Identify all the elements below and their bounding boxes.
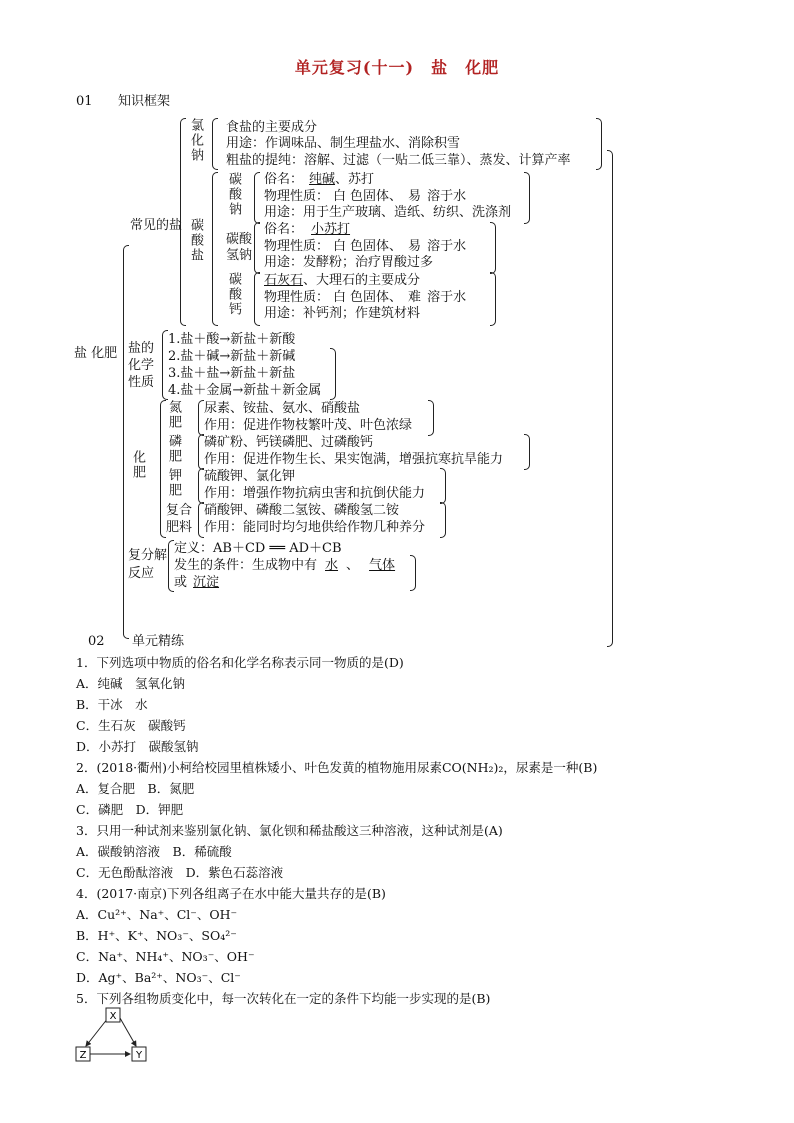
question-3-option-ab: A．碳酸钠溶液 B．稀硫酸: [76, 844, 232, 859]
phosphate-right-brace: [524, 434, 530, 470]
caco3-physical: 物理性质： 白 色固体、 难 溶于水: [264, 290, 467, 305]
section-number-2: 02: [88, 634, 105, 649]
nitrogen-fertilizer-label: 氮肥: [166, 400, 181, 430]
compound-fertilizer-label-1: 复合: [166, 503, 193, 518]
na2co3-right-brace: [524, 172, 530, 224]
arrow-x-to-y: [120, 1018, 136, 1046]
phosphate-fertilizer-label: 磷肥: [166, 434, 181, 464]
question-1-option-b: B．干冰 水: [76, 697, 148, 712]
potash-right-brace: [440, 468, 446, 504]
nitrogen-right-brace: [428, 400, 434, 436]
phosphate-line-2: 作用：促进作物生长、果实饱满，增强抗寒抗旱能力: [204, 452, 504, 467]
chem-props-label: 盐的化学性质: [128, 341, 155, 390]
double-decomp-label-1: 复分解: [128, 548, 168, 563]
na2co3-physical: 物理性质： 白 色固体、 易 溶于水: [264, 189, 467, 204]
na2co3-alias: 俗名： 纯碱、苏打: [264, 172, 375, 187]
question-1-option-d: D．小苏打 碳酸氢钠: [76, 739, 199, 754]
compound-line-2: 作用：能同时均匀地供给作物几种养分: [204, 520, 426, 535]
node-x-label: X: [109, 1011, 117, 1022]
double-decomp-condition: 发生的条件：生成物中有 水 、 气体: [174, 558, 396, 573]
question-3-option-cd: C．无色酚酞溶液 D．紫色石蕊溶液: [76, 865, 284, 880]
question-2-option-ab: A．复合肥 B．氮肥: [76, 781, 195, 796]
caco3-first: 石灰石、大理石的主要成分: [264, 273, 421, 288]
na2co3-label: 碳酸钠: [226, 172, 241, 217]
question-2-option-cd: C．磷肥 D．钾肥: [76, 802, 184, 817]
nacl-line-1: 食盐的主要成分: [226, 120, 318, 135]
nahco3-physical: 物理性质： 白 色固体、 易 溶于水: [264, 239, 467, 254]
phosphate-line-1: 磷矿粉、钙镁磷肥、过磷酸钙: [204, 435, 374, 450]
double-decomp-definition: 定义：AB＋CD ══ AD＋CB: [174, 541, 342, 556]
compound-line-1: 硝酸钾、磷酸二氢铵、磷酸氢二铵: [204, 503, 400, 518]
nacl-label: 氯化钠: [188, 118, 203, 163]
nacl-line-3: 粗盐的提纯：溶解、过滤（一贴二低三靠）、蒸发、计算产率: [226, 153, 571, 168]
section-label-unit-practice: 单元精练: [132, 634, 185, 649]
question-4-option-c: C．Na⁺、NH₄⁺、NO₃⁻、OH⁻: [76, 949, 255, 964]
root-right-brace: [607, 150, 613, 647]
caco3-right-brace: [490, 272, 496, 326]
arrow-x-to-z: [86, 1018, 108, 1046]
chem-prop-2: 2.盐＋碱→新盐＋新碱: [168, 349, 296, 364]
nahco3-alias: 俗名： 小苏打: [264, 222, 351, 237]
question-1-option-c: C．生石灰 碳酸钙: [76, 718, 186, 733]
nitrogen-line-1: 尿素、铵盐、氨水、硝酸盐: [204, 401, 361, 416]
chem-prop-4: 4.盐＋金属→新盐＋新金属: [168, 383, 322, 398]
nacl-brace: [212, 118, 218, 170]
fertilizer-label: 化肥: [130, 450, 145, 480]
nahco3-brace: [254, 222, 260, 274]
question-4-stem: 4．(2017·南京)下列各组离子在水中能大量共存的是(B): [76, 886, 386, 901]
potash-fertilizer-label: 钾肥: [166, 468, 181, 498]
nacl-line-2: 用途：作调味品、制生理盐水、消除积雪: [226, 136, 461, 151]
question-4-option-d: D．Ag⁺、Ba²⁺、NO₃⁻、Cl⁻: [76, 970, 241, 985]
page-title: 单元复习(十一) 盐 化肥: [294, 58, 500, 77]
caco3-label: 碳酸钙: [226, 272, 241, 317]
section-label-knowledge-framework: 知识框架: [118, 94, 171, 109]
double-decomp-label-2: 反应: [128, 566, 155, 581]
question-3-stem: 3．只用一种试剂来鉴别氯化钠、氯化钡和稀盐酸这三种溶液，这种试剂是(A): [76, 823, 503, 838]
potash-line-2: 作用：增强作物抗病虫害和抗倒伏能力: [204, 486, 426, 501]
root-label: 盐 化肥: [74, 346, 118, 361]
compound-fertilizer-label-2: 肥料: [166, 520, 193, 535]
nacl-right-brace: [596, 118, 602, 170]
caco3-brace: [254, 272, 260, 326]
question-4-option-a: A．Cu²⁺、Na⁺、Cl⁻、OH⁻: [76, 907, 238, 922]
common-salts-brace: [180, 118, 186, 326]
question-1-stem: 1．下列选项中物质的俗名和化学名称表示同一物质的是(D): [76, 655, 404, 670]
question-2-stem: 2．(2018·衢州)小柯给校园里植株矮小、叶色发黄的植物施用尿素CO(NH₂)₂，尿素是一种(B): [76, 760, 598, 775]
conversion-triangle-diagram: [70, 1006, 160, 1068]
compound-right-brace: [440, 502, 446, 538]
node-z-label: Z: [79, 1050, 87, 1061]
nahco3-use: 用途：发酵粉；治疗胃酸过多: [264, 255, 434, 270]
section-number-1: 01: [76, 94, 93, 109]
na2co3-use: 用途：用于生产玻璃、造纸、纺织、洗涤剂: [264, 205, 512, 220]
carbonate-label: 碳酸盐: [188, 218, 203, 263]
chem-props-right-brace: [330, 348, 336, 400]
chem-prop-1: 1.盐＋酸→新盐＋新酸: [168, 332, 296, 347]
potash-line-1: 硫酸钾、氯化钾: [204, 469, 296, 484]
question-5-stem: 5．下列各组物质变化中，每一次转化在一定的条件下均能一步实现的是(B): [76, 991, 491, 1006]
carbonate-brace: [212, 172, 218, 326]
chem-prop-3: 3.盐＋盐→新盐＋新盐: [168, 366, 296, 381]
question-4-option-b: B．H⁺、K⁺、NO₃⁻、SO₄²⁻: [76, 928, 237, 943]
nitrogen-line-2: 作用：促进作物枝繁叶茂、叶色浓绿: [204, 418, 413, 433]
node-y-label: Y: [135, 1050, 143, 1061]
double-decomp-right-brace: [410, 555, 416, 591]
common-salts-label: 常见的盐: [130, 218, 183, 233]
question-1-option-a: A．纯碱 氢氧化钠: [76, 676, 186, 691]
na2co3-brace: [254, 172, 260, 224]
double-decomp-condition-line-2: 或 沉淀: [174, 575, 220, 590]
nahco3-label: 碳酸氢钠: [226, 232, 253, 263]
caco3-use: 用途：补钙剂；作建筑材料: [264, 306, 421, 321]
nahco3-right-brace: [490, 222, 496, 274]
